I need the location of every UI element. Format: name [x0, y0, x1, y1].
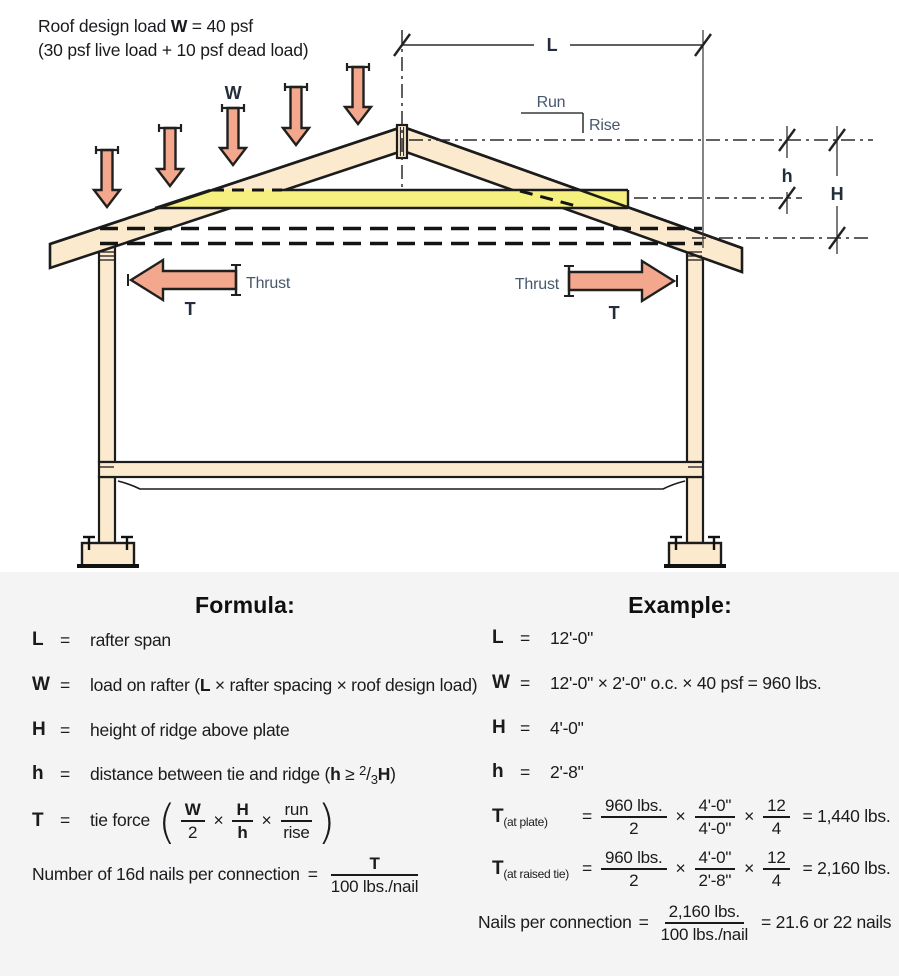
label-thrust-left: Thrust	[246, 275, 291, 292]
label-rise: Rise	[589, 117, 621, 134]
label-t-left: T	[184, 299, 196, 319]
example-row-l: L = 12'-0"	[492, 627, 594, 648]
roof-load-note-line2: (30 psf live load + 10 psf dead load)	[38, 40, 309, 60]
formula-row-w: W = load on rafter (L × rafter spacing × roof design load)	[32, 674, 478, 695]
formula-row-l: L = rafter span	[32, 629, 171, 650]
roof-load-note-line1: Roof design load W = 40 psf	[38, 16, 253, 36]
t-at-plate-result: = 1,440 lbs.	[802, 806, 891, 827]
top-plate-hatch	[100, 252, 702, 260]
t-at-raised-tie-result: = 2,160 lbs.	[802, 858, 891, 879]
example-row-nails: Nails per connection = 2,160 lbs. 100 lbs./nail = 21.6 or 22 nails	[478, 902, 892, 945]
thrust-arrow-left	[128, 260, 241, 300]
formula-h-desc: distance between tie and ridge $(h \ge ^2/_3H)$	[90, 762, 396, 787]
formula-l-desc: rafter span	[90, 629, 171, 650]
label-l: L	[546, 35, 558, 55]
fraction-T-nails: T 100 lbs./nail	[330, 854, 419, 897]
example-row-t-plate: $T_{(at plate)}$ = 960 lbs. 2 × $\frac{4'-0"}{4'-0"}$ × $\frac{12}{4}$ = 1,440 lbs.	[492, 796, 891, 839]
example-h-value: 2'-8"	[550, 761, 584, 782]
example-w-value: 12'-0" × 2'-0" o.c. × 40 psf = 960 lbs.	[550, 672, 822, 693]
example-row-w: W = 12'-0" × 2'-0" o.c. × 40 psf = 960 lbs.	[492, 672, 822, 693]
left-wall	[99, 244, 115, 543]
formula-H-desc: height of ridge above plate	[90, 719, 290, 740]
right-wall	[687, 244, 703, 543]
example-l-value: 12'-0"	[550, 627, 594, 648]
example-row-h: h = 2'-8"	[492, 761, 584, 782]
example-nails-label: Nails per connection	[478, 912, 632, 933]
fraction-H-h: $\frac{H}{h}$	[232, 800, 252, 842]
fraction-run-rise: run rise	[281, 800, 313, 842]
label-h-small: h	[781, 166, 793, 186]
example-row-t-raised: $T_{(at raised tie)}$ = 960 lbs. 2 × $\frac{4'-0"}{2'-8"}$ × $\frac{12}{4}$ = 2,160 lbs.	[492, 848, 891, 891]
example-nails-result: = 21.6 or 22 nails	[761, 912, 892, 933]
formula-w-desc: load on rafter (L × rafter spacing × roof design load)	[90, 674, 478, 695]
t-at-raised-tie-label: $T_{(at raised tie)}$	[492, 857, 569, 881]
formula-row-nails: Number of 16d nails per connection = T 100 lbs./nail	[32, 854, 419, 897]
thrust-arrow-right	[564, 261, 677, 301]
example-row-H: H = 4'-0"	[492, 717, 584, 738]
floor-band	[99, 462, 703, 489]
label-w: W	[224, 83, 242, 103]
plate-level-tie-dashed	[100, 229, 702, 244]
formula-row-t: T = tie force ( $\frac{W}{2}$ × $\frac{H}{h}$ × run rise )	[32, 795, 336, 850]
label-h-big: H	[830, 184, 844, 204]
formula-row-H: H = height of ridge above plate	[32, 719, 290, 740]
formula-example-panel	[0, 572, 899, 976]
formula-nails-label: Number of 16d nails per connection	[32, 864, 300, 885]
raised-tie	[155, 190, 628, 208]
fraction-w-2: $\frac{W}{2}$	[181, 800, 205, 842]
formula-heading: Formula:	[195, 592, 295, 618]
formula-row-h: h = distance between tie and ridge $(h \ge ^2/_3H)$	[32, 762, 396, 787]
example-H-value: 4'-0"	[550, 717, 584, 738]
example-heading: Example:	[628, 592, 732, 618]
formula-t-desc: tie force	[90, 810, 150, 831]
label-thrust-right: Thrust	[514, 276, 559, 293]
label-t-right: T	[608, 303, 620, 323]
t-at-plate-label: $T_{(at plate)}$	[492, 805, 548, 829]
label-run: Run	[536, 94, 566, 111]
